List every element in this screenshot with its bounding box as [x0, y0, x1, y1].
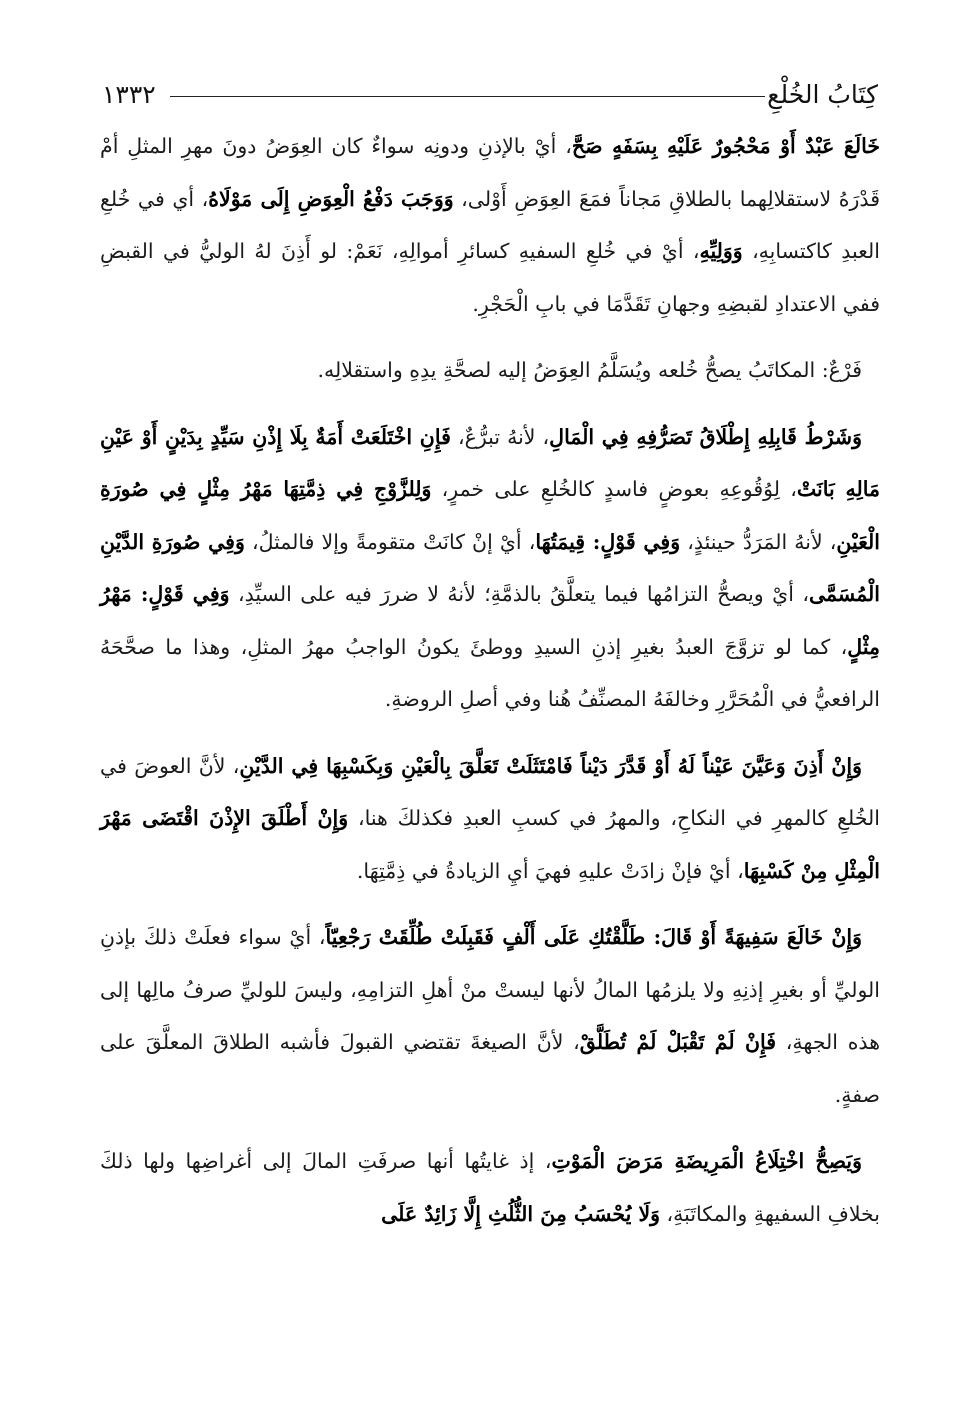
paragraph: [100, 911, 880, 1121]
matn-text: وَلِلزَّوْجِ فِي ذِمَّتِهَا مَهْرُ مِثْلٍ فِي صُورَةِ الْعَيْنِ: [100, 477, 880, 554]
matn-text: فَإِنِ اخْتَلَعَتْ أَمَةٌ بِلَا إِذْنِ سَيِّدٍ بِدَيْنٍ أَوْ عَيْنِ مَالِهِ بَانَتْ: [100, 424, 880, 501]
sharh-text: ، أيْ سواء فعلَتْ ذلكَ بإذنِ الوليِّ أو بغيرِ إذنِهِ ولا يلزمُها المالُ لأنها ليستْ منْ أهلِ التزامِهِ، وليسَ للوليِّ صرفُ مالِها إلى هذه الجهةِ،: [100, 925, 881, 1054]
sharh-text: ، لأنهُ تبرُّعٌ،: [450, 424, 550, 449]
paragraph: [100, 120, 880, 330]
matn-text: وَفِي قَوْلٍ: مَهْرُ مِثْلٍ: [100, 582, 880, 659]
sharh-text: ، أيْ فإنْ زادَتْ عليهِ فهيَ أيِ الزيادةُ في ذِمَّتِهَا.: [356, 858, 744, 883]
page-number: ١٣٣٢: [102, 80, 156, 109]
sharh-text: ، لأنَّ الصيغةَ تقتضي القبولَ فأشبه الطلاقَ المعلَّقَ على صفةٍ.: [100, 1030, 880, 1107]
sharh-text: ، لأنهُ المَرَدُّ حينئذٍ،: [680, 529, 837, 554]
sharh-text: ، إذ غايتُها أنها صرفَتِ المالَ إلى أغراضِها ولها ذلكَ بخلافِ السفيهةِ والمكاتَبَةِ،: [100, 1149, 880, 1226]
sharh-text: ، لأنَّ العوضَ في الخُلعِ كالمهرِ في النكاحِ، والمهرُ في كسبِ العبدِ فكذلكَ هنا،: [100, 753, 880, 830]
matn-text: وَلَا يُحْسَبُ مِنَ الثُّلُثِ إِلَّا زَائِدٌ عَلَى: [381, 1201, 661, 1226]
matn-text: وَفِي قَوْلٍ: قِيمَتُهَا: [535, 529, 681, 554]
matn-text: وَإِنْ خَالَعَ سَفِيهَةً أَوْ قَالَ: طَلَّقْتُكِ عَلَى أَلْفٍ فَقَبِلَتْ طُلِّقَتْ رَجْعِيّاً: [325, 925, 863, 949]
sharh-text: ، أيْ في خُلعِ السفيهِ كسائرِ أموالِهِ، نَعَمْ: لو أَذِنَ لهُ الوليُّ في القبضِ ففي الاعتدادِ لقبضِهِ وجهانِ تَقَدَّمَا في بابِ الْحَجْرِ.: [100, 239, 880, 316]
header-rule: [170, 96, 772, 97]
matn-text: وَفِي صُورَةِ الدَّيْنِ الْمُسَمَّى: [100, 529, 880, 606]
paragraph: [100, 344, 880, 397]
book-page: [100, 70, 880, 1244]
sharh-text: ، أي في خُلعِ العبدِ كاكتسابِهِ،: [100, 186, 880, 263]
paragraph: [100, 1135, 880, 1240]
matn-text: وَوَجَبَ دَفْعُ الْعِوَضِ إِلَى مَوْلَاهُ: [208, 186, 454, 211]
paragraph: [100, 411, 880, 726]
matn-text: وَشَرْطُ قَابِلِهِ إِطْلَاقُ تَصَرُّفِهِ فِي الْمَالِ: [549, 424, 863, 449]
sharh-text: ، أيْ بالإذنِ ودونِه سواءٌ كان العِوَضُ دونَ مهرِ المثلِ أمْ قَدْرَهُ لاستقلالِهما بالطلاقِ مَجاناً فمَعَ العِوَضِ أَوْلى،: [100, 134, 880, 211]
matn-text: وَإِنْ أَطْلَقَ الإِذْنَ اقْتَضَى مَهْرَ الْمِثْلِ مِنْ كَسْبِهَا: [100, 806, 880, 883]
sharh-text: ، أيْ إنْ كانَتْ متقومةً وإلا فالمثلُ،: [244, 529, 536, 554]
chapter-title: كِتَابُ الخُلْعِ: [767, 80, 878, 109]
sharh-text: فَرْعٌ: المكاتَبُ يصحُّ خُلعه ويُسَلَّمُ العِوَضُ إليه لصحَّةِ يدِهِ واستقلالِه.: [317, 358, 862, 382]
sharh-text: ، لِوُقُوعِهِ بعوضٍ فاسدٍ كالخُلعِ على خمرٍ،: [431, 477, 797, 501]
page-body: [100, 120, 880, 1240]
matn-text: وَوَلِيِّهِ: [699, 239, 743, 263]
matn-text: وَإِنْ أَذِنَ وَعَيَّنَ عَيْناً لَهُ أَوْ قَدَّرَ دَيْناً فَامْتَثَلَتْ تَعَلَّقَ بِالْعَيْنِ وَبِكَسْبِهَا فِي الدَّيْنِ: [239, 753, 862, 778]
matn-text: خَالَعَ عَبْدٌ أَوْ مَحْجُورٌ عَلَيْهِ بِسَفَهٍ صَحَّ: [571, 134, 881, 158]
page-header: [100, 70, 880, 110]
sharh-text: ، كما لو تزوَّجَ العبدُ بغيرِ إذنِ السيدِ ووطئَ يكونُ الواجبُ مهرُ المثلِ، وهذا ما صحَّحَهُ الرافعيُّ في الْمُحَرَّرِ وخالفَهُ المصنِّفُ هُنا وفي أصلِ الروضةِ.: [100, 634, 880, 711]
sharh-text: ، أيْ ويصحُّ التزامُها فيما يتعلَّقُ بالذمَّةِ؛ لأنهُ لا ضررَ فيه على السيِّدِ،: [229, 582, 809, 606]
matn-text: وَيَصِحُّ اخْتِلَاعُ الْمَرِيضَةِ مَرَضَ الْمَوْتِ: [551, 1149, 862, 1173]
matn-text: فَإِنْ لَمْ تَقْبَلْ لَمْ تُطَلَّقْ: [579, 1030, 777, 1054]
paragraph: [100, 740, 880, 898]
